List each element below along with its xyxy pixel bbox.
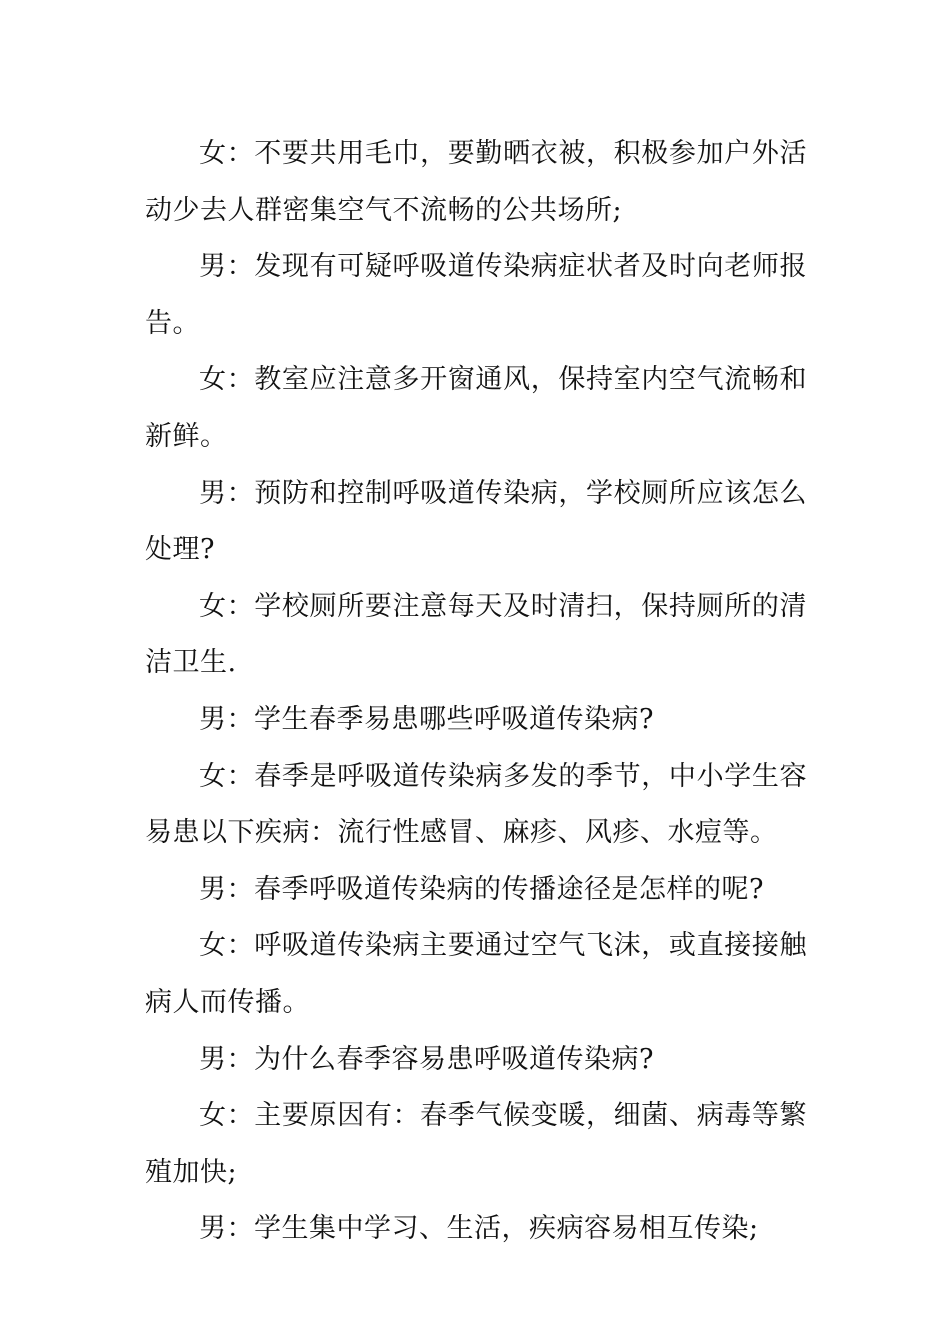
document-body [145, 126, 807, 1258]
paragraph: 男：为什么春季容易患呼吸道传染病? [199, 1043, 654, 1075]
paragraph: 男：学生集中学习、生活，疾病容易相互传染; [199, 1213, 759, 1245]
paragraph: 女：主要原因有：春季气候变暖，细菌、病毒等繁殖加快; [145, 1100, 807, 1188]
paragraph: 女：学校厕所要注意每天及时清扫，保持厕所的清洁卫生. [145, 590, 807, 679]
paragraph: 男：发现有可疑呼吸道传染病症状者及时向老师报告。 [145, 251, 807, 339]
paragraph: 女：春季是呼吸道传染病多发的季节，中小学生容易患以下疾病：流行性感冒、麻疹、风疹、水痘等。 [145, 760, 807, 849]
paragraph: 男：春季呼吸道传染病的传播途径是怎样的呢? [199, 873, 764, 905]
paragraph: 女：教室应注意多开窗通风，保持室内空气流畅和新鲜。 [145, 364, 807, 452]
paragraph: 女：不要共用毛巾，要勤晒衣被，积极参加户外活动少去人群密集空气不流畅的公共场所; [145, 138, 807, 226]
paragraph: 女：呼吸道传染病主要通过空气飞沫，或直接接触病人而传播。 [145, 930, 807, 1018]
paragraph: 男：学生春季易患哪些呼吸道传染病? [199, 703, 654, 735]
paragraph: 男：预防和控制呼吸道传染病，学校厕所应该怎么处理? [145, 477, 807, 566]
